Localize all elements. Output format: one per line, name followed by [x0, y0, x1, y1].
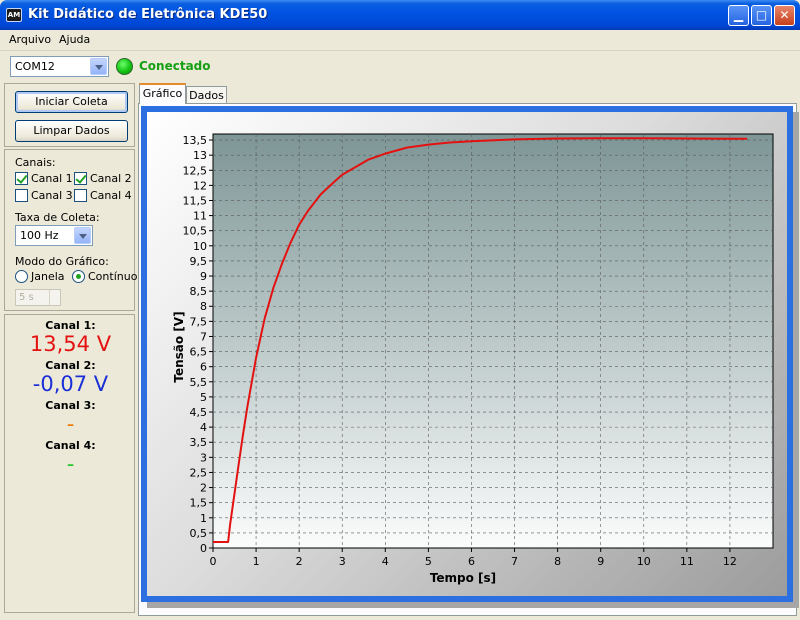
y-tick-label: 9,5: [189, 254, 207, 268]
app-icon: AM: [6, 8, 22, 22]
y-tick-label: 0,5: [189, 526, 207, 540]
rate-select-value: 100 Hz: [20, 229, 59, 242]
mode-continuous-label[interactable]: Contínuo: [88, 270, 138, 283]
window-size-value: 5 s: [19, 292, 34, 303]
settings-group: [4, 149, 138, 311]
menu-arquivo[interactable]: Arquivo: [9, 33, 52, 46]
tab-grafico[interactable]: Gráfico: [139, 83, 186, 104]
x-tick-label: 3: [338, 555, 346, 568]
clear-data-button[interactable]: Limpar Dados: [15, 120, 128, 142]
chevron-down-icon[interactable]: [74, 227, 91, 244]
port-select[interactable]: [10, 56, 109, 77]
x-tick-label: 7: [511, 555, 519, 568]
y-tick-label: 2: [200, 481, 207, 495]
port-select-value: COM12: [15, 60, 55, 73]
x-tick-label: 11: [679, 555, 694, 568]
title-bar[interactable]: [0, 0, 800, 30]
x-tick-label: 2: [295, 555, 303, 568]
y-tick-label: 10: [193, 239, 207, 253]
y-tick-label: 7: [200, 330, 207, 344]
channel-3-label[interactable]: Canal 3: [31, 189, 73, 202]
x-tick-label: 0: [209, 555, 217, 568]
maximize-button[interactable]: □: [751, 5, 772, 26]
channel-2-readout-title: Canal 2:: [45, 359, 96, 372]
menu-ajuda[interactable]: Ajuda: [59, 33, 91, 46]
y-tick-label: 9: [200, 270, 207, 284]
x-tick-label: 6: [467, 555, 475, 568]
channel-4-readout-value: -: [66, 452, 75, 476]
y-tick-label: 6: [200, 360, 207, 374]
channel-2-label[interactable]: Canal 2: [90, 172, 132, 185]
x-axis-label: Tempo [s]: [429, 571, 497, 585]
action-buttons-group: [4, 83, 135, 147]
y-tick-label: 13: [193, 149, 207, 163]
y-tick-label: 10,5: [182, 224, 207, 238]
y-tick-label: 3,5: [189, 436, 207, 450]
y-tick-label: 0: [200, 542, 207, 555]
channels-label: Canais:: [15, 156, 56, 169]
y-tick-label: 12,5: [182, 164, 207, 178]
chart: [147, 112, 787, 596]
mode-continuous-radio[interactable]: [72, 270, 85, 283]
rate-select[interactable]: [15, 225, 93, 246]
control-panel: [4, 83, 138, 613]
connection-status-text: Conectado: [139, 59, 211, 73]
x-tick-label: 4: [381, 555, 389, 568]
y-tick-label: 3: [200, 451, 207, 465]
y-axis-label: Tensão [V]: [172, 311, 186, 383]
y-tick-label: 1: [200, 511, 207, 525]
channel-3-readout-title: Canal 3:: [45, 399, 96, 412]
window-title: Kit Didático de Eletrônica KDE50: [28, 7, 268, 22]
y-tick-label: 4: [200, 421, 207, 435]
x-tick-label: 1: [252, 555, 260, 568]
close-button[interactable]: ✕: [774, 5, 795, 26]
window-size-spinner[interactable]: [15, 289, 61, 306]
channel-3-readout-value: -: [66, 412, 75, 436]
y-tick-label: 7,5: [189, 315, 207, 329]
start-collection-button[interactable]: Iniciar Coleta: [15, 91, 128, 113]
x-tick-label: 5: [424, 555, 432, 568]
toolbar: [0, 50, 800, 82]
y-tick-label: 1,5: [189, 496, 207, 510]
readouts-group: [4, 314, 135, 613]
channel-4-readout-title: Canal 4:: [45, 439, 96, 452]
channel-1-readout-title: Canal 1:: [45, 319, 96, 332]
channel-1-label[interactable]: Canal 1: [31, 172, 73, 185]
y-tick-label: 13,5: [182, 134, 207, 148]
mode-label: Modo do Gráfico:: [15, 255, 109, 268]
channel-2-readout-value: -0,07 V: [32, 372, 109, 396]
x-tick-label: 9: [597, 555, 605, 568]
spinner-arrows-icon[interactable]: [49, 290, 60, 305]
y-tick-label: 6,5: [189, 345, 207, 359]
y-tick-label: 5: [200, 390, 207, 404]
chart-frame: [141, 106, 793, 602]
mode-window-label[interactable]: Janela: [31, 270, 65, 283]
channel-1-checkbox[interactable]: [15, 172, 28, 185]
channel-1-readout-value: 13,54 V: [29, 332, 112, 356]
tab-dados[interactable]: Dados: [186, 86, 227, 105]
mode-window-radio[interactable]: [15, 270, 28, 283]
rate-label: Taxa de Coleta:: [15, 211, 100, 224]
y-tick-label: 8: [200, 300, 207, 314]
menu-bar: [0, 30, 800, 50]
y-tick-label: 8,5: [189, 285, 207, 299]
x-tick-label: 8: [554, 555, 562, 568]
channel-3-checkbox[interactable]: [15, 189, 28, 202]
y-tick-label: 4,5: [189, 406, 207, 420]
x-axis-ticks: [210, 548, 737, 568]
connection-status-led-icon: [116, 58, 133, 75]
channel-4-label[interactable]: Canal 4: [90, 189, 132, 202]
channel-4-checkbox[interactable]: [74, 189, 87, 202]
y-axis-ticks: [183, 134, 214, 555]
chevron-down-icon[interactable]: [90, 58, 107, 75]
minimize-button[interactable]: ▁: [728, 5, 749, 26]
y-tick-label: 2,5: [189, 466, 207, 480]
channel-2-checkbox[interactable]: [74, 172, 87, 185]
y-tick-label: 11: [193, 209, 207, 223]
x-tick-label: 12: [722, 555, 737, 568]
plot-area: [213, 134, 773, 548]
y-tick-label: 11,5: [182, 194, 207, 208]
y-tick-label: 12: [193, 179, 207, 193]
x-tick-label: 10: [636, 555, 651, 568]
y-tick-label: 5,5: [189, 375, 207, 389]
